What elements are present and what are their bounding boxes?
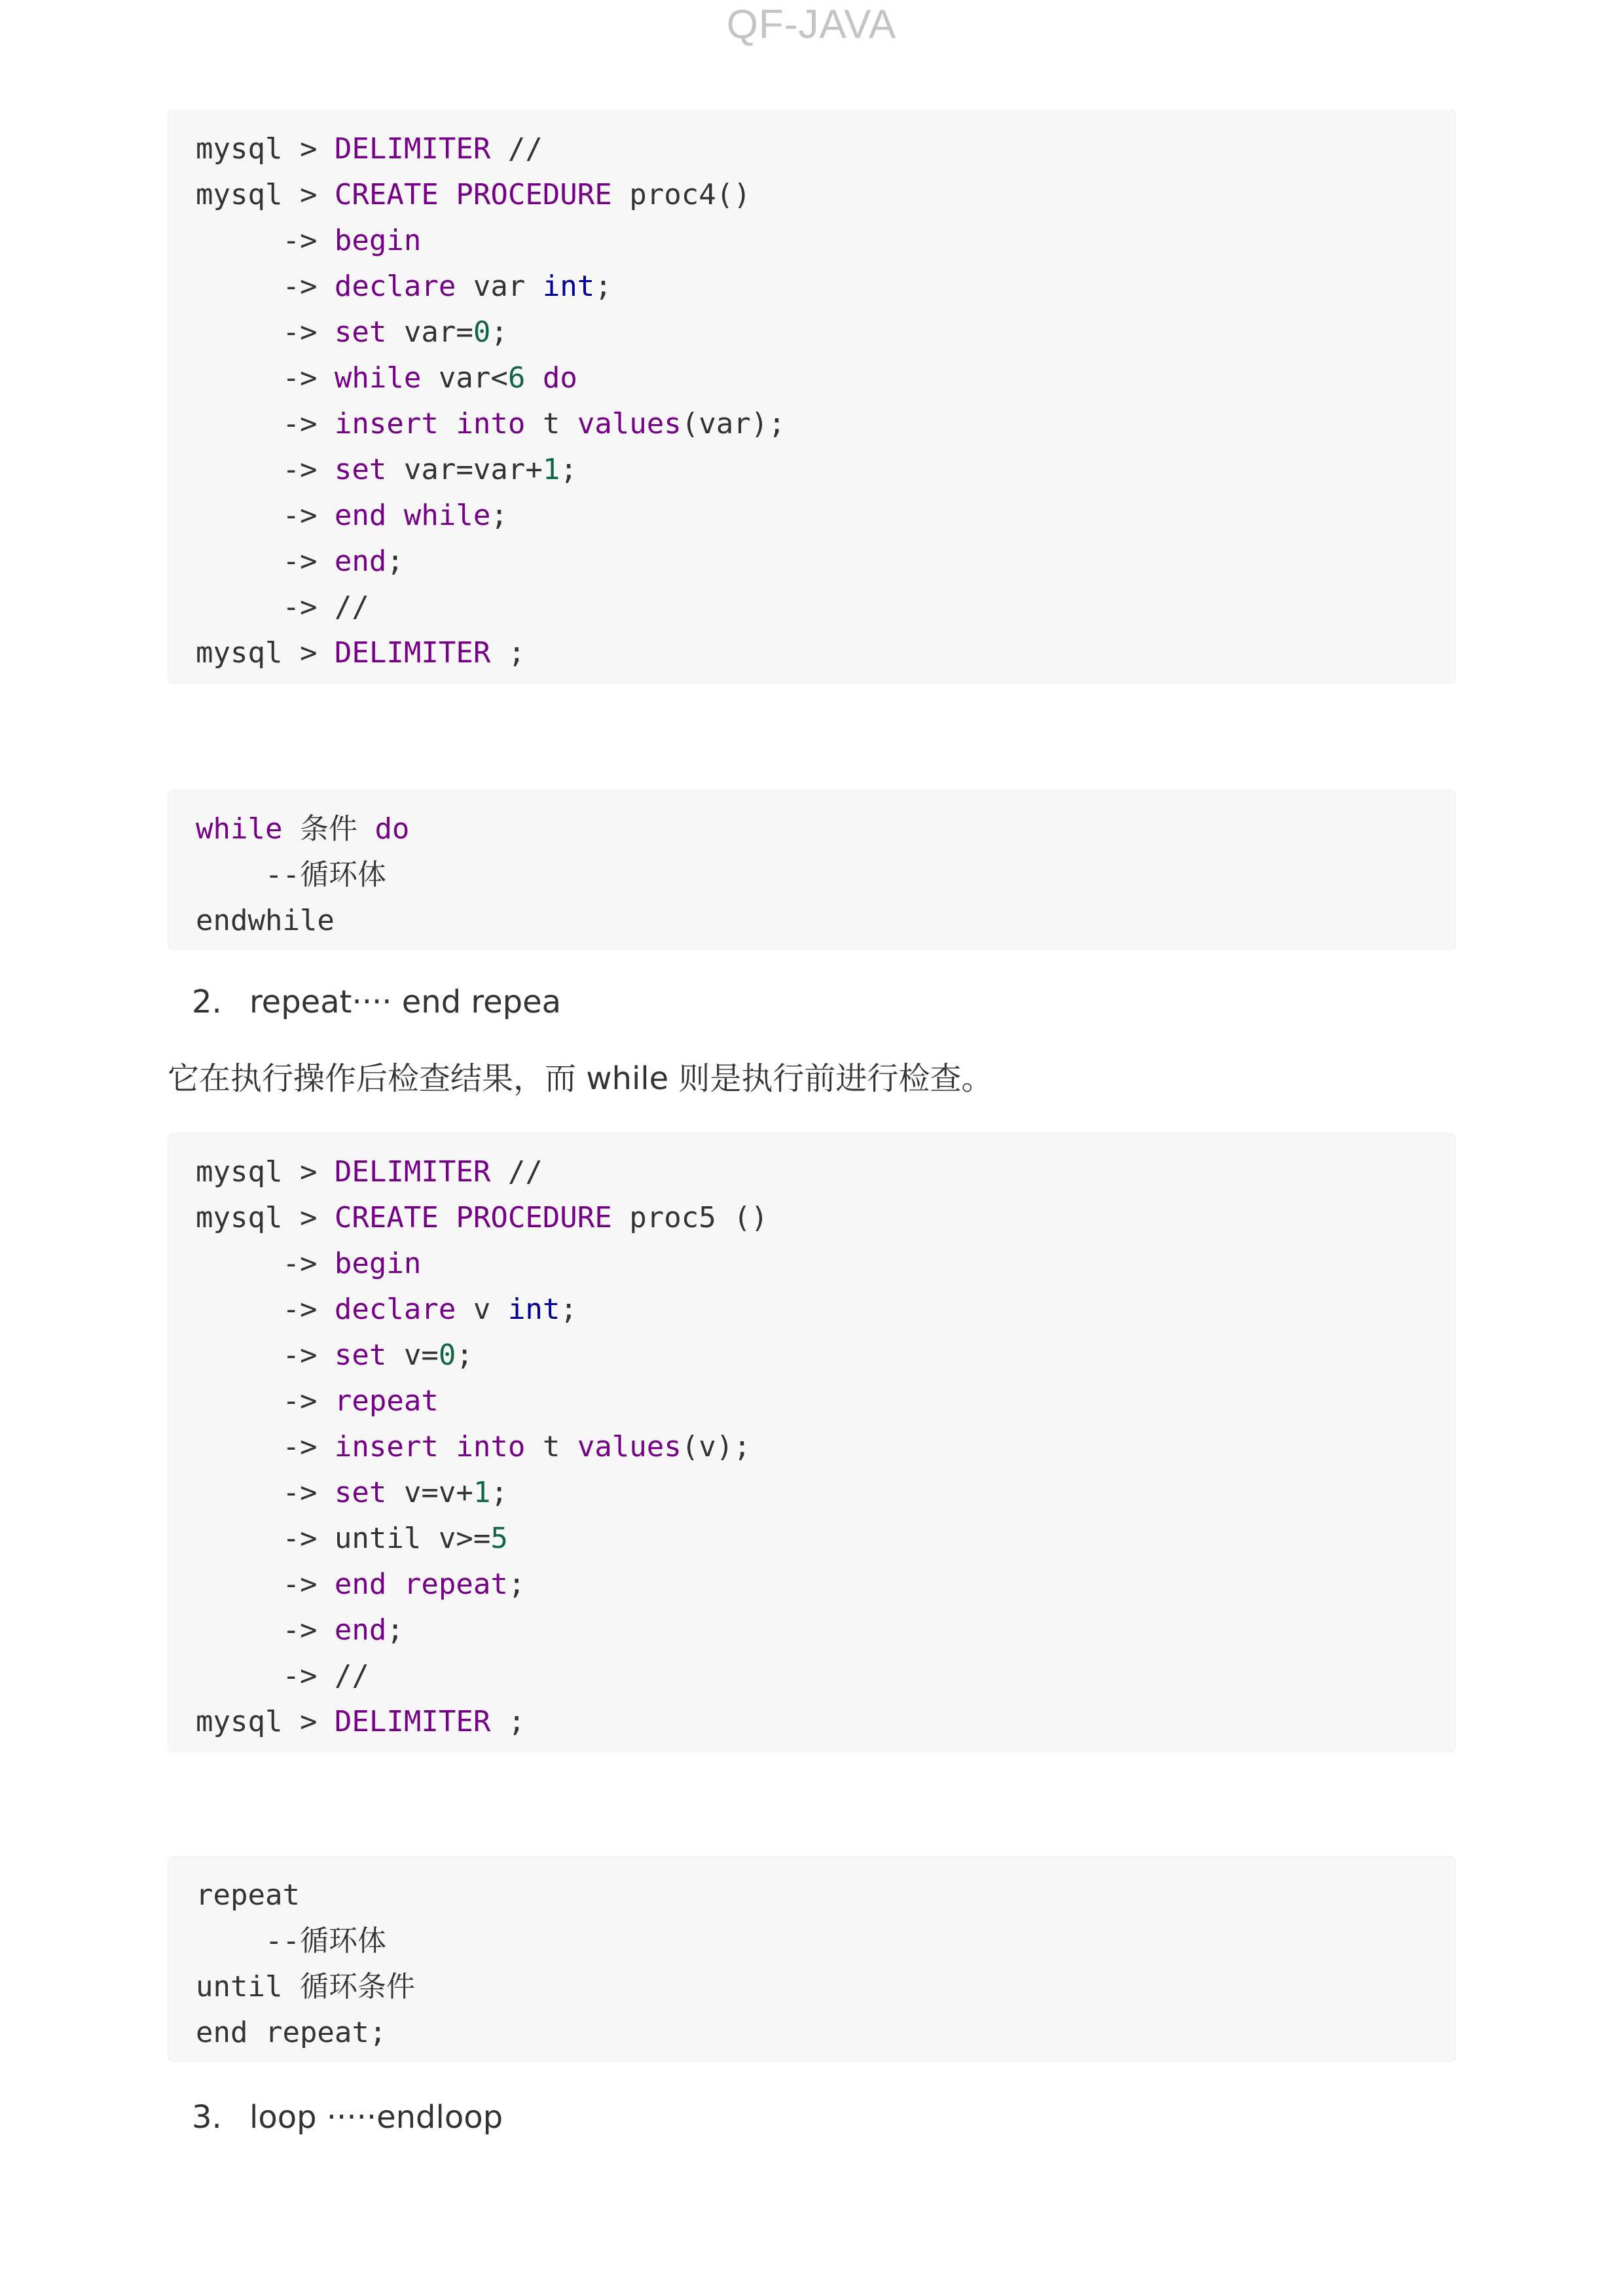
code-line: mysql > CREATE PROCEDURE proc5 () <box>196 1201 769 1234</box>
code-line: -> insert into t values(var); <box>196 407 786 440</box>
code-line: -> insert into t values(v); <box>196 1430 751 1463</box>
code-line: -> declare v int; <box>196 1293 577 1326</box>
code-line: -> begin <box>196 224 422 257</box>
code-line: -> while var<6 do <box>196 361 577 395</box>
paragraph-text: 它在执行操作后检查结果，而 while 则是执行前进行检查。 <box>168 1060 993 1097</box>
code-line: --循环体 <box>196 1924 386 1958</box>
code-line: end repeat; <box>196 2016 387 2049</box>
code-line: repeat <box>196 1878 300 1912</box>
list-text: repeat···· end repea <box>249 984 562 1020</box>
code-line: mysql > DELIMITER ; <box>196 636 526 670</box>
list-number: 3. <box>192 2099 222 2136</box>
code-line: mysql > DELIMITER // <box>196 1155 543 1189</box>
code-line: mysql > DELIMITER // <box>196 132 543 166</box>
code-line: -> repeat <box>196 1384 439 1418</box>
code-line: -> set var=var+1; <box>196 453 577 486</box>
list-item-2 <box>192 979 561 1025</box>
list-item-3 <box>192 2094 503 2140</box>
code-line: -> declare var int; <box>196 270 612 303</box>
code-line: -> until v>=5 <box>196 1522 508 1555</box>
code-line: -> set v=v+1; <box>196 1476 508 1509</box>
code-line: -> set v=0; <box>196 1338 473 1372</box>
code-line: -> end repeat; <box>196 1568 526 1601</box>
code-line: while 条件 do <box>196 812 410 846</box>
list-number: 2. <box>192 984 222 1020</box>
code-line: -> set var=0; <box>196 315 508 349</box>
code-line: -> end while; <box>196 499 508 532</box>
code-line: -> // <box>196 1659 369 1693</box>
page-header-title: QF-JAVA <box>726 2 897 47</box>
code-line: -> begin <box>196 1247 422 1280</box>
list-text: loop ·····endloop <box>249 2099 503 2136</box>
code-line: endwhile <box>196 904 335 937</box>
code-block-proc4 <box>168 110 1456 683</box>
code-line: mysql > DELIMITER ; <box>196 1705 526 1738</box>
code-line: until 循环条件 <box>196 1970 415 2003</box>
code-line: -> // <box>196 590 369 624</box>
code-line: mysql > CREATE PROCEDURE proc4() <box>196 178 751 211</box>
code-block-while-syntax <box>168 790 1456 950</box>
code-line: -> end; <box>196 1613 404 1647</box>
code-line: --循环体 <box>196 858 386 891</box>
code-line: -> end; <box>196 545 404 578</box>
code-block-repeat-syntax <box>168 1856 1456 2062</box>
code-block-proc5 <box>168 1133 1456 1752</box>
